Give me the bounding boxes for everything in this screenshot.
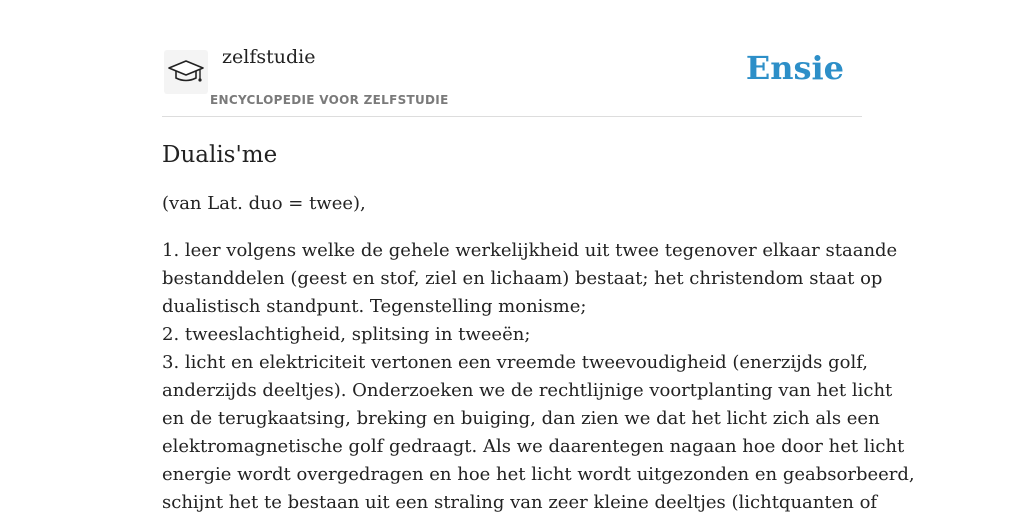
site-header bbox=[162, 40, 862, 117]
text-line: energie wordt overgedragen en hoe het licht wordt uitgezonden en geabsorbeerd, bbox=[162, 464, 915, 485]
text-line: 1. leer volgens welke de gehele werkelijkheid uit twee tegenover elkaar staande bbox=[162, 240, 898, 261]
text-line: 2. tweeslachtigheid, splitsing in tweeën; bbox=[162, 324, 531, 345]
text-line: anderzijds deeltjes). Onderzoeken we de rechtlijnige voortplanting van het licht bbox=[162, 380, 893, 401]
text-line: schijnt het te bestaan uit een straling van zeer kleine deeltjes (lichtquanten of bbox=[162, 492, 878, 512]
text-line: en de terugkaatsing, breking en buiging, dan zien we dat het licht zich als een bbox=[162, 408, 880, 429]
text-line: 3. licht en elektriciteit vertonen een vreemde tweevoudigheid (enerzijds golf, bbox=[162, 352, 868, 373]
text-line: bestanddelen (geest en stof, ziel en lichaam) bestaat; het christendom staat op bbox=[162, 268, 883, 289]
site-logo[interactable] bbox=[164, 50, 208, 94]
graduation-cap-icon bbox=[168, 58, 204, 86]
text-line: elektromagnetische golf gedraagt. Als we daarentegen nagaan hoe door het licht bbox=[162, 436, 905, 457]
etymology: (van Lat. duo = twee), bbox=[162, 193, 366, 214]
article-title: Dualis'me bbox=[162, 142, 278, 168]
text-line: dualistisch standpunt. Tegenstelling monisme; bbox=[162, 296, 587, 317]
article bbox=[162, 138, 915, 512]
site-tagline: ENCYCLOPEDIE VOOR ZELFSTUDIE bbox=[210, 93, 449, 107]
brand-logo-link[interactable]: Ensie bbox=[745, 49, 844, 87]
definition-text bbox=[162, 237, 915, 512]
site-name[interactable]: zelfstudie bbox=[222, 46, 316, 68]
